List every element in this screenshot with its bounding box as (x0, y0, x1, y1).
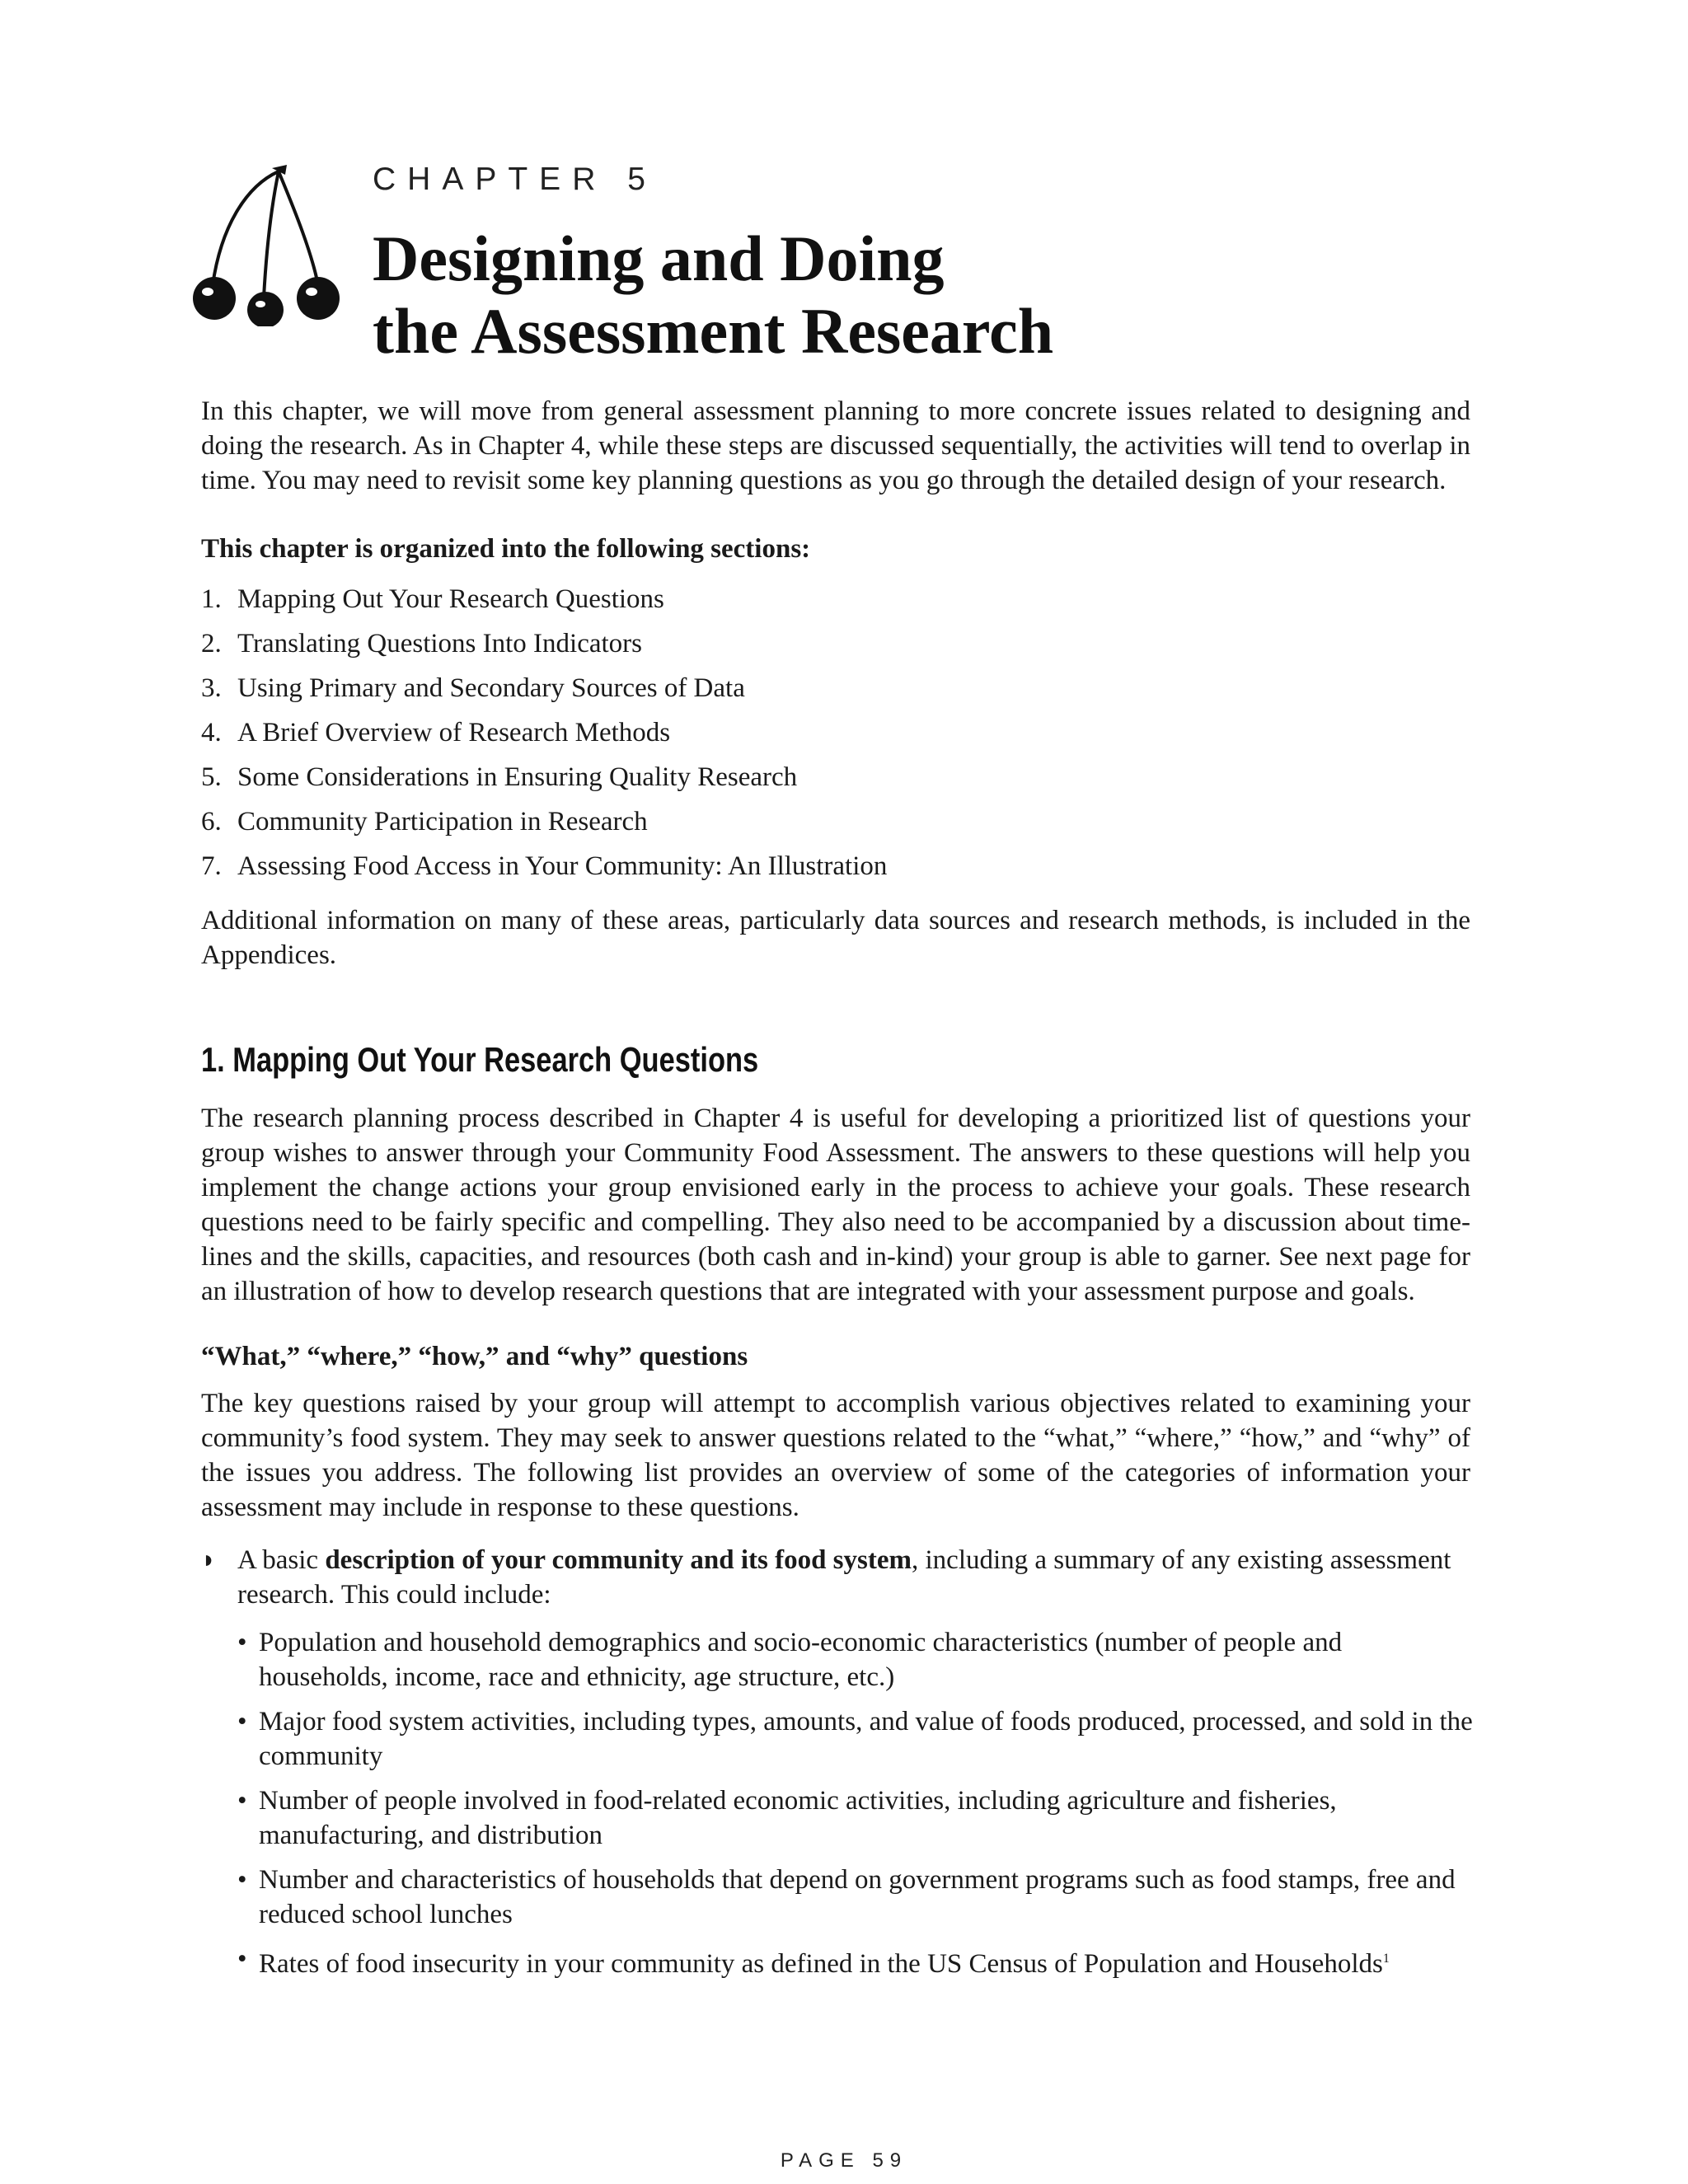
list-item: • Major food system activities, including types, amounts, and value of foods produced, processed, and sold in the community (237, 1707, 1473, 1771)
subsection-paragraph: The key questions raised by your group will attempt to accomplish various objectives related to examining your community’s food system. They may seek to answer questions related to the “what,” “where,” “how,” and “why” of the issues you address. The following list provides an overview of some of the categories of information your assessment may include in response to these questions. (201, 1389, 1470, 1522)
cherries-icon (188, 162, 343, 326)
section-list (201, 577, 887, 888)
footnote-mark: 1 (1382, 1952, 1390, 1966)
title-line-2: the Assessment Research (373, 295, 1054, 367)
intro-paragraph: In this chapter, we will move from general assessment planning to more concrete issues related to designing and doing the research. As in Chapter 4, while these steps are discussed sequentially, the activities will tend to overlap in time. You may need to revisit some key planning questions as you go through the detailed design of your research. (201, 396, 1470, 495)
page-title (373, 223, 1053, 368)
list-item: 3. Using Primary and Secondary Sources of Data (201, 673, 745, 703)
list-item: 1. Mapping Out Your Research Questions (201, 584, 664, 614)
subsection-heading: “What,” “where,” “how,” and “why” questions (201, 1342, 748, 1371)
page-number: PAGE 59 (780, 2149, 908, 2172)
chapter-label: CHAPTER 5 (373, 162, 657, 197)
list-item: • Number of people involved in food-related economic activities, including agriculture and fisheries, manufacturing, and distribution (237, 1786, 1337, 1850)
title-line-1: Designing and Doing (373, 223, 945, 294)
section-paragraph: The research planning process described in Chapter 4 is useful for developing a prioritized list of questions your group wishes to answer through your Community Food Assessment. The answers to these questions will help you implement the change actions your group envisioned early in the process to achieve your goals. These research questions need to be fairly specific and compelling. They also need to be accompanied by a discussion about time-lines and the skills, capacities, and resources (both cash and in-kind) your group is able to garner. See next page for an illustration of how to develop research questions that are integrated with your assessment purpose and goals. (201, 1104, 1470, 1306)
bullet-item: ◗ A basic description of your community and its food system, including a summary of any existing assessment research. This could include: (201, 1543, 1454, 1612)
section-heading: 1. Mapping Out Your Research Questions (201, 1040, 759, 1079)
organization-heading: This chapter is organized into the following sections: (201, 534, 811, 564)
list-item: • Population and household demographics and socio-economic characteristics (number of people and households, income, race and ethnicity, age structure, etc.) (237, 1628, 1343, 1692)
list-item: 5. Some Considerations in Ensuring Quality Research (201, 762, 798, 792)
list-item: • Rates of food insecurity in your community as defined in the US Census of Population and Households$^1$ (237, 1944, 1390, 1979)
bullet-marker: ◗ (201, 1546, 217, 1573)
list-item: 4. A Brief Overview of Research Methods (201, 718, 671, 748)
list-item: 7. Assessing Food Access in Your Community: An Illustration (201, 851, 888, 881)
list-item: 2. Translating Questions Into Indicators (201, 629, 642, 658)
list-item: • Number and characteristics of households that depend on government programs such as food stamps, free and reduced school lunches (237, 1865, 1456, 1929)
sub-bullet-list (237, 1625, 1474, 1991)
additional-info: Additional information on many of these areas, particularly data sources and research methods, is included in the Appendices. (201, 906, 1470, 970)
list-item: 6. Community Participation in Research (201, 807, 648, 837)
bullet-bold-text: description of your community and its food system (325, 1545, 912, 1575)
